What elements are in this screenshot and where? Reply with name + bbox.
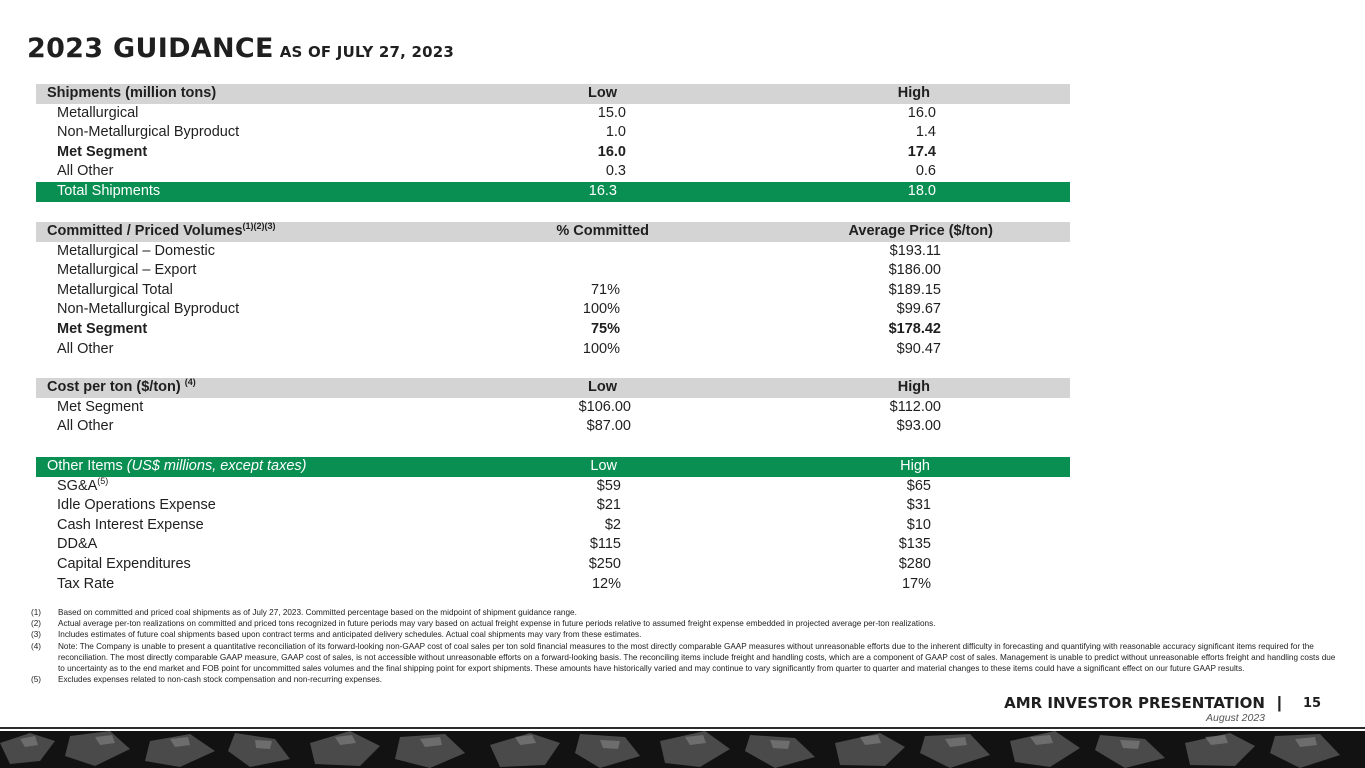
footnote [31, 629, 1336, 640]
row-label: Met Segment [57, 398, 144, 415]
table-row [36, 340, 1070, 360]
row-label [57, 477, 108, 497]
row-low: $2 [604, 516, 621, 533]
table-row [36, 162, 1070, 182]
row-low: $106.00 [578, 398, 631, 415]
row-low: 0.3 [605, 163, 626, 180]
row-price: $178.42 [888, 320, 941, 337]
header-label [47, 222, 276, 242]
row-label: All Other [57, 340, 114, 357]
row-committed: 100% [582, 301, 620, 318]
table-row [36, 535, 1070, 555]
header-label [47, 457, 306, 477]
footnote-number: (3) [31, 630, 42, 640]
table-row [36, 300, 1070, 320]
row-label: All Other [57, 418, 114, 435]
footer-separator: | [1277, 693, 1282, 712]
row-label: DD&A [57, 536, 98, 553]
footnote [31, 618, 1336, 629]
footnote-text: Note: The Company is unable to present a quantitative reconciliation of its forward-looking non-GAAP cost of coal sales per ton sold financial measures to the most directly comparable GAAP measures without unreasonable efforts due to the inherent difficulty in forecasting and quantifying with reasonable accuracy significant items required for the reconciliation. The most directly comparable GAAP measure, GAAP cost of sales, is not accessible without unreasonable efforts on a forward-looking basis. The reconciling items include freight and handling costs, which are a component of GAAP cost of sales. Management is unable to predict without unreasonable efforts freight and handling costs due to uncertainty as to the end market and FOB point for uncommitted sales volumes and the final shipping point for export shipments. These amounts have historically varied and may continue to vary significantly from quarter to quarter and material changes to these items could have a significant effect on our future GAAP results. [58, 641, 1336, 674]
table-row [36, 575, 1070, 595]
row-high: $112.00 [889, 398, 941, 415]
row-high: $31 [906, 497, 931, 514]
page-subtitle: AS OF JULY 27, 2023 [279, 43, 455, 61]
row-label: Metallurgical – Domestic [57, 242, 215, 259]
row-label: Met Segment [57, 143, 148, 160]
footnotes [31, 607, 1336, 685]
table-row [36, 104, 1070, 124]
row-high: 1.4 [915, 124, 936, 141]
row-price: $193.11 [889, 242, 941, 259]
row-high: $280 [898, 555, 931, 572]
header-high: High [897, 85, 930, 101]
table-row [36, 555, 1070, 575]
table-row [36, 398, 1070, 418]
row-price: $186.00 [888, 262, 941, 279]
footnote-number: (5) [31, 675, 42, 685]
title-text: 2023 GUIDANCE [27, 33, 274, 64]
row-price: $90.47 [896, 340, 941, 357]
other-items-table [36, 457, 1070, 594]
row-label: Tax Rate [57, 575, 115, 592]
footnote-ref: (5) [97, 475, 109, 486]
header-high: High [900, 458, 930, 474]
presentation-date: August 2023 [1206, 712, 1265, 724]
row-price: $99.67 [896, 301, 941, 318]
row-price: $189.15 [888, 281, 941, 298]
header-label [47, 378, 196, 398]
row-low: 15.0 [597, 104, 626, 121]
footnote-text: Based on committed and priced coal shipments as of July 27, 2023. Committed percentage based on the midpoint of shipment guidance range. [58, 608, 577, 617]
footnote-text: Includes estimates of future coal shipments based upon contract terms and anticipated delivery schedules. Actual coal shipments may vary from these estimates. [58, 630, 642, 640]
row-low: $250 [588, 555, 621, 572]
footnote-ref: (1)(2)(3) [242, 221, 276, 231]
header-avg-price: Average Price ($/ton) [848, 223, 993, 239]
row-committed: 100% [582, 340, 620, 357]
row-label: Capital Expenditures [57, 555, 191, 572]
row-low: $59 [596, 477, 621, 494]
header-label-text: Cost per ton ($/ton) [47, 379, 185, 395]
total-label: Total Shipments [57, 182, 161, 199]
row-low: 1.0 [605, 124, 626, 141]
footnote [31, 607, 1336, 618]
table-row [36, 261, 1070, 281]
table-row [36, 242, 1070, 262]
row-low: $87.00 [586, 418, 631, 435]
row-label-text: SG&A [57, 477, 98, 494]
table-header [36, 84, 1070, 104]
footnote-text: Actual average per-ton realizations on committed and priced tons recognized in future periods may vary based on actual freight expense in future periods relative to assumed freight expense embedded in projected average per-ton realizations. [58, 619, 936, 629]
table-row [36, 477, 1070, 497]
cost-table [36, 378, 1070, 437]
table-row [36, 143, 1070, 163]
row-committed: 75% [590, 320, 620, 337]
header-label: Shipments (million tons) [47, 85, 217, 101]
footnote-ref: (4) [184, 377, 196, 387]
footnote-number: (2) [31, 619, 42, 629]
header-low: Low [588, 85, 617, 101]
row-high: 17% [901, 575, 931, 592]
row-high: 0.6 [915, 163, 936, 180]
row-label: Non-Metallurgical Byproduct [57, 124, 240, 141]
row-high: $65 [906, 477, 931, 494]
row-label: Metallurgical [57, 104, 139, 121]
row-low: 12% [591, 575, 621, 592]
table-header [36, 457, 1070, 477]
page-title [27, 33, 454, 64]
table-header [36, 378, 1070, 398]
footnote-number: (1) [31, 608, 42, 617]
table-row [36, 123, 1070, 143]
presentation-title: AMR INVESTOR PRESENTATION [1004, 694, 1265, 712]
header-label-text: Committed / Priced Volumes [47, 223, 243, 239]
footnote-number: (4) [31, 641, 42, 651]
page-number: 15 [1303, 696, 1322, 711]
row-low: 16.0 [597, 143, 626, 160]
row-label: Cash Interest Expense [57, 516, 204, 533]
footnote-text: Excludes expenses related to non-cash stock compensation and non-recurring expenses. [58, 675, 383, 685]
shipments-table [36, 84, 1070, 202]
row-high: 17.4 [907, 143, 936, 160]
row-high: 16.0 [907, 104, 936, 121]
total-row [36, 182, 1070, 202]
table-row [36, 281, 1070, 301]
row-low: $21 [596, 497, 621, 514]
header-high: High [897, 379, 930, 395]
header-low: Low [590, 458, 617, 474]
table-row [36, 516, 1070, 536]
row-label: Idle Operations Expense [57, 497, 216, 514]
row-label: Metallurgical Total [57, 281, 173, 298]
coal-banner-image [0, 731, 1365, 768]
total-high: 18.0 [907, 182, 936, 199]
table-row [36, 496, 1070, 516]
header-label-italic: (US$ millions, except taxes) [126, 458, 307, 474]
row-low: $115 [589, 536, 621, 553]
committed-table [36, 222, 1070, 359]
row-high: $93.00 [896, 418, 941, 435]
table-row [36, 320, 1070, 340]
footnote [31, 674, 1336, 685]
header-low: Low [588, 379, 617, 395]
footer-rule [0, 727, 1365, 729]
row-label: All Other [57, 163, 114, 180]
row-committed: 71% [590, 281, 620, 298]
row-label: Met Segment [57, 320, 148, 337]
row-label: Metallurgical – Export [57, 262, 197, 279]
row-high: $135 [898, 536, 931, 553]
table-row [36, 417, 1070, 437]
total-low: 16.3 [588, 182, 617, 199]
header-label-text: Other Items [47, 458, 127, 474]
row-label: Non-Metallurgical Byproduct [57, 301, 240, 318]
row-high: $10 [906, 516, 931, 533]
table-header [36, 222, 1070, 242]
footnote [31, 641, 1336, 675]
header-committed: % Committed [556, 223, 649, 239]
